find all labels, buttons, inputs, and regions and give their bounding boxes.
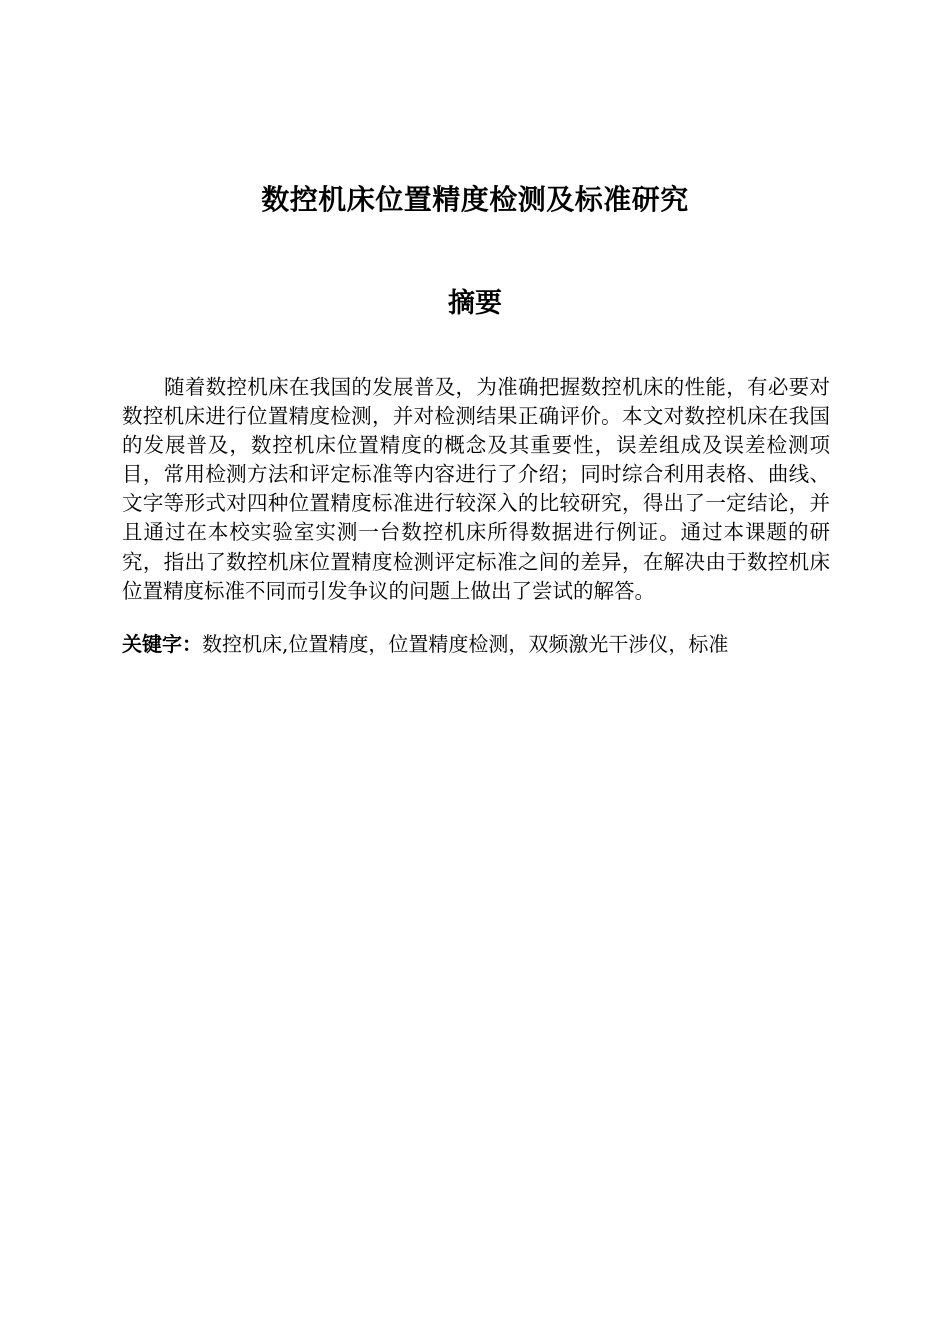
abstract-paragraph: 随着数控机床在我国的发展普及，为准确把握数控机床的性能，有必要对数控机床进行位置精度检测，并对检测结果正确评价。本文对数控机床在我国的发展普及，数控机床位置精度的概念及其重要性，误差组成及误差检测项目，常用检测方法和评定标准等内容进行了介绍；同时综合利用表格、曲线、文字等形式对四种位置精度标准进行较深入的比较研究，得出了一定结论，并且通过在本校实验室实测一台数控机床所得数据进行例证。通过本课题的研究，指出了数控机床位置精度检测评定标准之间的差异，在解决由于数控机床位置精度标准不同而引发争议的问题上做出了尝试的解答。 (122, 375, 830, 603)
keywords-line (122, 630, 830, 659)
keywords-value: 数控机床,位置精度，位置精度检测，双频激光干涉仪，标准 (202, 632, 729, 656)
abstract-heading: 摘要 (448, 288, 502, 319)
paper-title: 数控机床位置精度检测及标准研究 (261, 183, 689, 216)
keywords-label: 关键字： (122, 632, 202, 656)
